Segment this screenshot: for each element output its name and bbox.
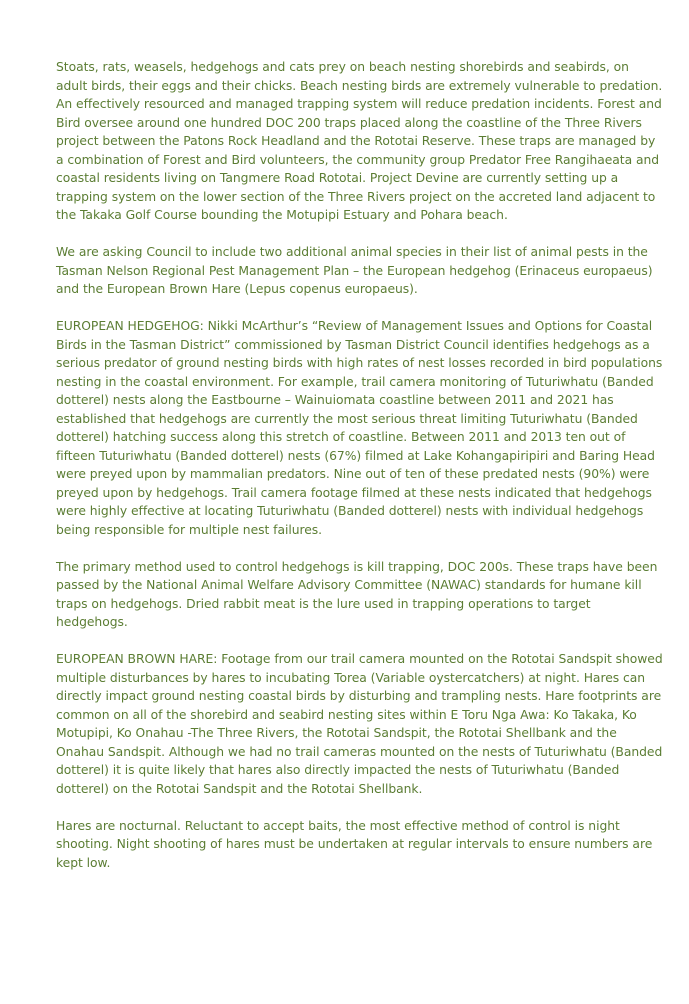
paragraph-council-request: We are asking Council to include two additional animal species in their list of animal pests in the Tasman Nelson Regional Pest Management Plan – the European hedgehog (Erinaceus europaeus) and the European Brown Hare (Lepus copenus europaeus). bbox=[56, 245, 653, 296]
paragraph-hedgehog-control: The primary method used to control hedgehogs is kill trapping, DOC 200s. These traps have been passed by the National Animal Welfare Advisory Committee (NAWAC) standards for humane kill traps on hedgehogs. Dried rabbit meat is the lure used in trapping operations to target hedgehogs. bbox=[56, 559, 658, 629]
paragraph-european-hedgehog: EUROPEAN HEDGEHOG: Nikki McArthur’s “Review of Management Issues and Options for Coastal Birds in the Tasman District” commissioned by Tasman District Council identifies hedgehogs as a serious predator of ground nesting birds with high rates of nest losses recorded in bird populations nesting in the coastal environment. For example, trail camera monitoring of Tuturiwhatu (Banded dotterel) nests along the Eastbourne – Wainuiomata coastline between 2011 and 2021 has established that hedgehogs are currently the most serious threat limiting Tuturiwhatu (Banded dotterel) hatching success along this stretch of coastline. Between 2011 and 2013 ten out of fifteen Tuturiwhatu (Banded dotterel) nests (67%) filmed at Lake Kohangapiripiri and Baring Head were preyed upon by mammalian predators. Nine out of ten of these predated nests (90%) were preyed upon by hedgehogs. Trail camera footage filmed at these nests indicated that hedgehogs were highly effective at locating Tuturiwhatu (Banded dotterel) nests with individual hedgehogs being responsible for multiple nest failures. bbox=[56, 319, 663, 537]
paragraph-predators-trapping: Stoats, rats, weasels, hedgehogs and cats prey on beach nesting shorebirds and seabirds, on adult birds, their eggs and their chicks. Beach nesting birds are extremely vulnerable to predation. An effectively resourced and managed trapping system will reduce predation incidents. Forest and Bird oversee around one hundred DOC 200 traps placed along the coastline of the Three Rivers project between the Patons Rock Headland and the Rototai Reserve. These traps are managed by a combination of Forest and Bird volunteers, the community group Predator Free Rangihaeata and coastal residents living on Tangmere Road Rototai. Project Devine are currently setting up a trapping system on the lower section of the Three Rivers project on the accreted land adjacent to the Takaka Golf Course bounding the Motupipi Estuary and Pohara beach. bbox=[56, 60, 663, 222]
paragraph-european-brown-hare: EUROPEAN BROWN HARE: Footage from our trail camera mounted on the Rototai Sandspit showed multiple disturbances by hares to incubating Torea (Variable oystercatchers) at night. Hares can directly impact ground nesting coastal birds by disturbing and trampling nests. Hare footprints are common on all of the shorebird and seabird nesting sites within E Toru Nga Awa: Ko Takaka, Ko Motupipi, Ko Onahau -The Three Rivers, the Rototai Sandspit, the Rototai Shellbank and the Onahau Sandspit. Although we had no trail cameras mounted on the nests of Tuturiwhatu (Banded dotterel) it is quite likely that hares also directly impacted the nests of Tuturiwhatu (Banded dotterel) on the Rototai Sandspit and the Rototai Shellbank. bbox=[56, 652, 663, 796]
paragraph-hare-control: Hares are nocturnal. Reluctant to accept baits, the most effective method of control is night shooting. Night shooting of hares must be undertaken at regular intervals to ensure numbers are kept low. bbox=[56, 818, 653, 870]
document-body bbox=[56, 58, 664, 891]
